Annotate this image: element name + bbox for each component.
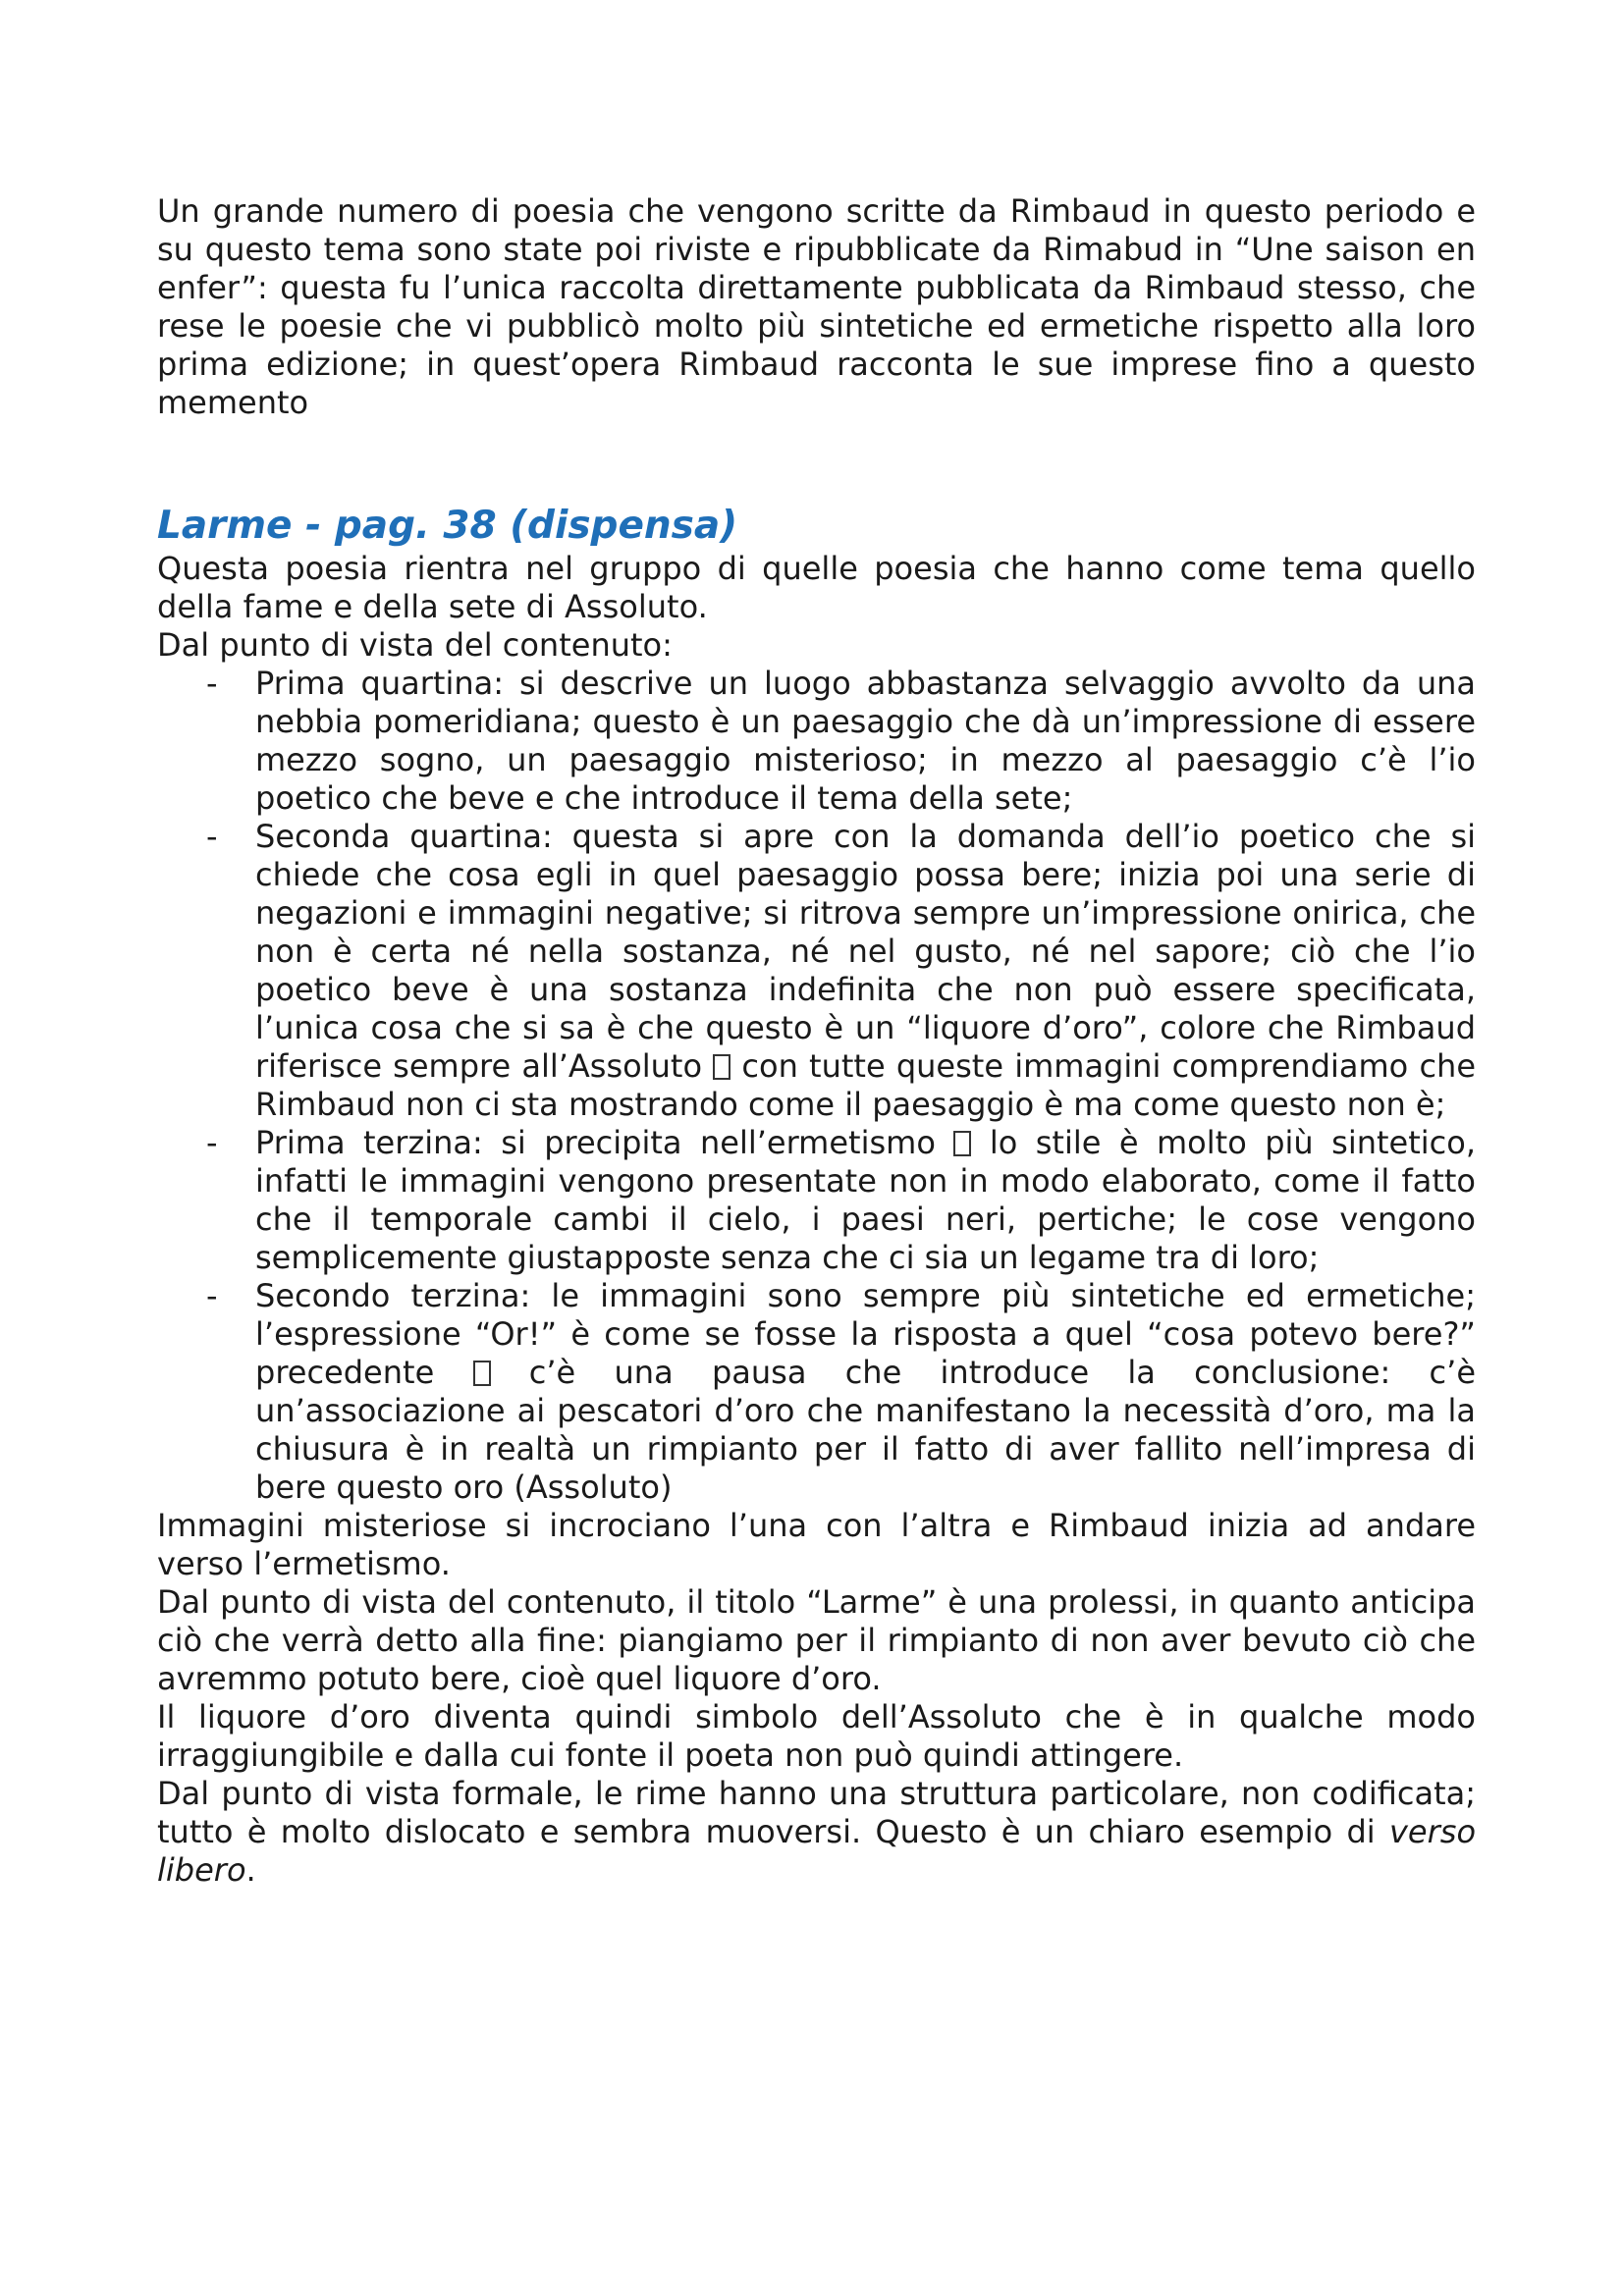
list-item xyxy=(157,1124,1476,1277)
list-item-text: Prima terzina: si precipita nell’ermetismo xyxy=(255,1124,936,1161)
arrow-symbol-icon xyxy=(953,1131,971,1156)
arrow-symbol-icon xyxy=(713,1054,730,1080)
list-item-text-cont: lo stile è molto più sintetico, infatti le immagini vengono presentate non in modo elaborato, come il fatto che il temporale cambi il cielo, i paesi neri, pertiche; le cose vengono semplicemente giustapposte senza che ci sia un legame tra di loro; xyxy=(255,1124,1477,1276)
bullet-dash: - xyxy=(206,1124,218,1161)
paragraph-formal xyxy=(157,1775,1476,1890)
paragraph-formal-end: . xyxy=(245,1851,256,1889)
paragraph-hermetism: Immagini misteriose si incrociano l’una con l’altra e Rimbaud inizia ad andare verso l’ermetismo. xyxy=(157,1507,1476,1582)
list-item-text-cont: c’è una pausa che introduce la conclusione: c’è un’associazione ai pescatori d’oro che manifestano la necessità d’oro, ma la chiusura è in realtà un rimpianto per il fatto di aver fallito nell’impresa di bere questo oro (Assoluto) xyxy=(255,1354,1476,1506)
bullet-dash: - xyxy=(206,1277,218,1314)
list-item xyxy=(157,665,1476,818)
list-item-text: Prima quartina: si descrive un luogo abbastanza selvaggio avvolto da una nebbia pomeridiana; questo è un paesaggio che dà un’impressione di essere mezzo sogno, un paesaggio misterioso; in mezzo al paesaggio c’è l’io poetico che beve e che introduce il tema della sete; xyxy=(255,665,1476,817)
paragraph-theme: Questa poesia rientra nel gruppo di quelle poesia che hanno come tema quello della fame e della sete di Assoluto. xyxy=(157,550,1476,625)
bullet-dash: - xyxy=(206,818,218,855)
section-heading: Larme - pag. 38 (dispensa) xyxy=(157,504,738,548)
list-item-text-cont: con tutte queste immagini comprendiamo che Rimbaud non ci sta mostrando come il paesaggio è ma come questo non è; xyxy=(255,1047,1477,1123)
list-item-text: Secondo terzina: le immagini sono sempre più sintetiche ed ermetiche; l’espressione “Or!” è come se fosse la risposta a quel “cosa potevo bere?” precedente xyxy=(255,1277,1476,1391)
document-page xyxy=(157,192,1476,1890)
paragraph-content-intro: Dal punto di vista del contenuto: xyxy=(157,626,673,664)
list-item xyxy=(157,818,1476,1124)
intro-paragraph: Un grande numero di poesia che vengono scritte da Rimbaud in questo periodo e su questo tema sono state poi riviste e ripubblicate da Rimabud in “Une saison en enfer”: questa fu l’unica raccolta direttamente pubblicata da Rimbaud stesso, che rese le poesie che vi pubblicò molto più sintetiche ed ermetiche rispetto alla loro prima edizione; in quest’opera Rimbaud racconta le sue imprese fino a questo memento xyxy=(157,192,1476,421)
paragraph-gold-liquor: Il liquore d’oro diventa quindi simbolo dell’Assoluto che è in qualche modo irraggiungibile e dalla cui fonte il poeta non può quindi attingere. xyxy=(157,1698,1476,1774)
list-item-text: Seconda quartina: questa si apre con la domanda dell’io poetico che si chiede che cosa egli in quel paesaggio possa bere; inizia poi una serie di negazioni e immagini negative; si ritrova sempre un’impressione onirica, che non è certa né nella sostanza, né nel gusto, né nel sapore; ciò che l’io poetico beve è una sostanza indefinita che non può essere specificata, l’unica cosa che si sa è che questo è un “liquore d’oro”, colore che Rimbaud riferisce sempre all’Assoluto xyxy=(255,818,1476,1085)
paragraph-formal-text: Dal punto di vista formale, le rime hanno una struttura particolare, non codificata; tutto è molto dislocato e sembra muoversi. Questo è un chiaro esempio di xyxy=(157,1775,1476,1850)
arrow-symbol-icon xyxy=(473,1361,491,1386)
stanza-list xyxy=(157,665,1476,1507)
bullet-dash: - xyxy=(206,665,218,702)
paragraph-title-prolepsis: Dal punto di vista del contenuto, il titolo “Larme” è una prolessi, in quanto anticipa ciò che verrà detto alla fine: piangiamo per il rimpianto di non aver bevuto ciò che avremmo potuto bere, cioè quel liquore d’oro. xyxy=(157,1583,1476,1697)
list-item xyxy=(157,1277,1476,1507)
free-verse-term: verso libero xyxy=(157,1813,1477,1889)
